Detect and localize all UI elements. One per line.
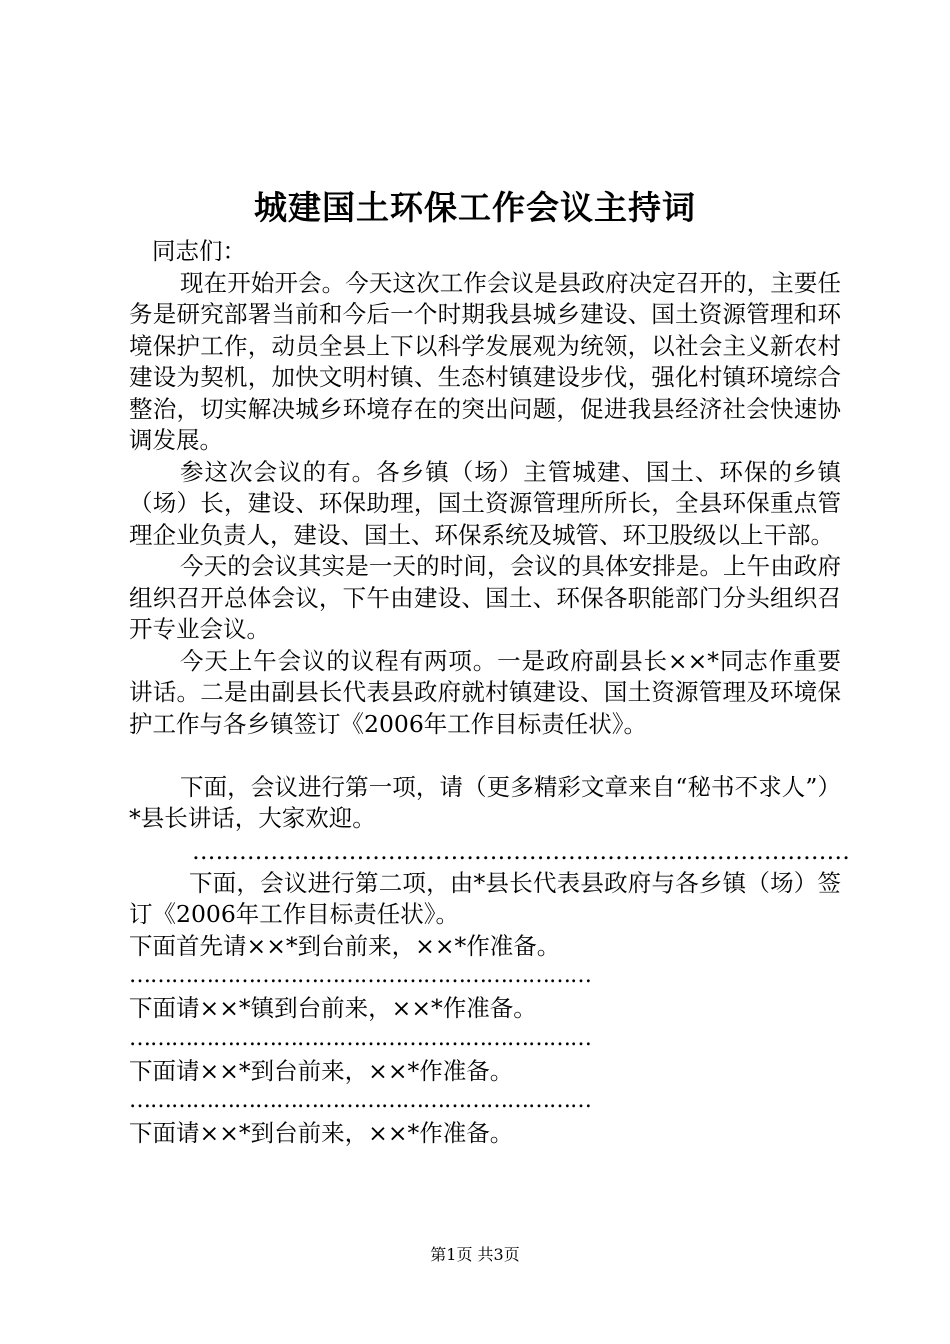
blank-line: [129, 740, 841, 772]
ellipsis-line: …………………………………………………………………………: [192, 836, 850, 865]
paragraph-agenda: 今天上午会议的议程有两项。一是政府副县长××*同志作重要讲话。二是由副县长代表县政府就村镇建设、国土资源管理及环境保护工作与各乡镇签订《2006年工作目标责任状》。: [129, 646, 841, 738]
paragraph-schedule: 今天的会议其实是一天的时间，会议的具体安排是。上午由政府组织召开总体会议，下午由建设、国土、环保各职能部门分头组织召开专业会议。: [129, 552, 841, 643]
ellipsis-separator: …………………………………………………………: [129, 1025, 591, 1051]
signing-item: 下面请××*到台前来，××*作准备。: [129, 1119, 514, 1147]
greeting: 同志们：: [152, 237, 246, 265]
document-title: 城建国土环保工作会议主持词: [254, 188, 696, 227]
page-number-footer: 第1页 共3页: [430, 1245, 520, 1264]
document-body: [129, 236, 850, 1150]
paragraph-attendees: 参这次会议的有。各乡镇（场）主管城建、国土、环保的乡镇（场）长，建设、环保助理，国土资源管理所所长，全县环保重点管理企业负责人，建设、国土、环保系统及城管、环卫股级以上干部。: [129, 457, 841, 549]
ellipsis-separator: …………………………………………………………: [129, 1088, 591, 1113]
agenda-item-one: 下面，会议进行第一项，请（更多精彩文章来自“秘书不求人”）*县长讲话，大家欢迎。: [129, 772, 841, 832]
ellipsis-separator: …………………………………………………………: [129, 963, 591, 988]
signing-item: 下面请××*到台前来，××*作准备。: [129, 1056, 514, 1085]
signing-item: 下面请××*镇到台前来，××*作准备。: [129, 994, 537, 1022]
agenda-item-two: 下面，会议进行第二项，由*县长代表县政府与各乡镇（场）签订《2006年工作目标责任状》。: [129, 868, 841, 928]
paragraph-opening: 现在开始开会。今天这次工作会议是县政府决定召开的，主要任务是研究部署当前和今后一个时期我县城乡建设、国土资源管理和环境保护工作，动员全县上下以科学发展观为统领，以社会主义新农村建设为契机，加快文明村镇、生态村镇建设步伐，强化村镇环境综合整治，切实解决城乡环境存在的突出问题，促进我县经济社会快速协调发展。: [129, 268, 841, 454]
signing-item: 下面首先请××*到台前来，××*作准备。: [129, 931, 561, 960]
